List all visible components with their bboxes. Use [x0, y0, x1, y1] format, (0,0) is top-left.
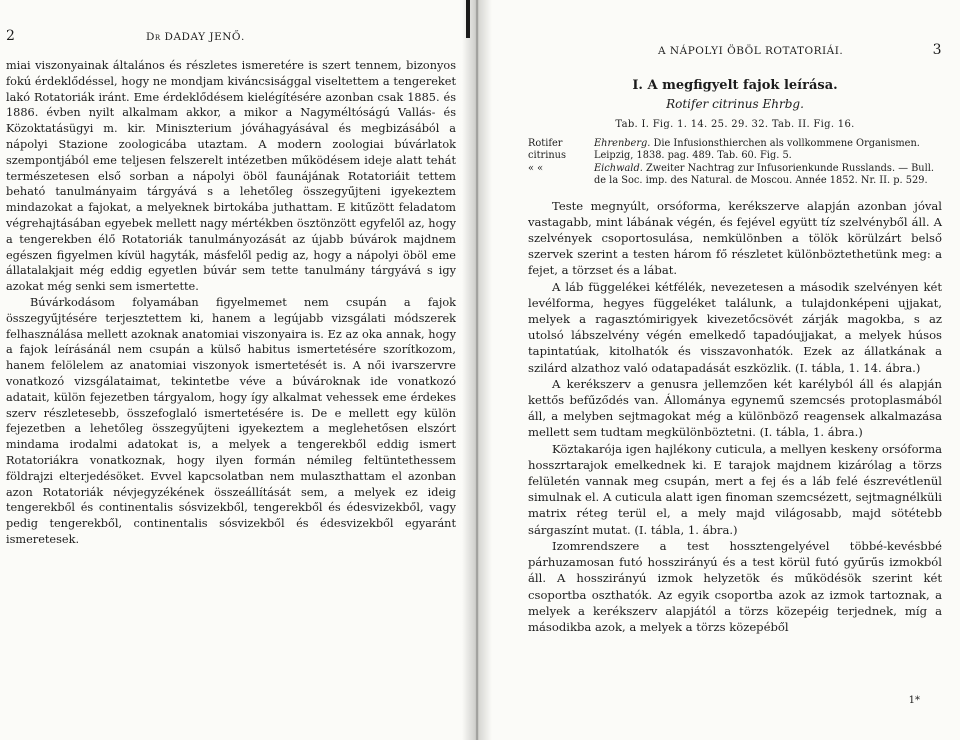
reference-label: « «: [528, 162, 544, 174]
right-paragraph-2: A láb függelékei kétfélék, nevezetesen a második szelvényen két levélforma, hegyes függeléket találunk, a tulajdonképeni ujjakat, melyek a ragasztómirigyek kivezetőcsövét zárják magokba, s az utolsó lábszelvény végén emelkedő tapadóujjakat, a melyek húsos tapintatúak, kitolhatók és visszavonhatók. Ezek az állatkának a szilárd alzathoz való odatapadását eszközlik. (I. tábla, 1. 14. ábra.): [528, 279, 942, 375]
left-paragraph-2: Búvárkodásom folyamában figyelmemet nem csupán a fajok összegyűjtésére terjesztettem ki, hanem a legújabb vizsgálati módszerek felhasználása mellett azoknak anatomiai viszonyaira is. Ez az oka annak, hogy a fajok leírásánál nem csupán a külső habitus ismertetésére szorítkozom, hanem felölelem az anatomiai viszonyok ismertetését is. A női ivarszervre vonatkozó vizsgálataimat, tekintetbe véve a búvároknak ide vonatkozó adatait, külön fejezetben tárgyalom, hogy így alkalmat vehessek eme érdekes szerv részletesebb, összefoglaló ismertetésére is. De e mellett egy külön fejezetben a lehetőleg összegyűjteni igyekeztem a meglehetősen elszórt mindama irodalmi adatokat is, a melyek a tengerekből eddig ismert Rotatoriákra vonatkoznak, hogy ilyen formán némileg feltüntethessem földrajzi elterjedésöket. Evvel kapcsolatban nem mulaszthattam el azonban azon Rotatoriák névjegyzékének összeállítását sem, a melyek ez ideig tengerekből és continentalis sósvizekből, tengerekből és édesvizekből, vagy pedig tengerekből, continentalis sósvizekből és édesvizekből egyaránt ismeretesek.: [6, 295, 456, 546]
gutter-mark: [466, 0, 470, 38]
right-paragraph-3: A kerékszerv a genusra jellemzően két karélyból áll és alapján kettős befűződés van. Állománya egynemű szemcsés protoplasmából áll, a melyben sejtmagokat még a különböző reagensek alkalmazása mellett sem tudtam megkülönböztetni. (I. tábla, 1. ábra.): [528, 376, 942, 440]
reference-text: [594, 138, 942, 163]
signature-mark: 1*: [908, 695, 920, 706]
right-running-head: A NÁPOLYI ÖBÖL ROTATORIÁI.: [658, 45, 844, 57]
right-body-text: [528, 198, 942, 635]
right-page: [490, 0, 960, 740]
left-running-head: Dr DADAY JENŐ.: [146, 31, 245, 43]
left-body-text: [6, 58, 456, 548]
reference-body: Zweiter Nachtrag zur Infusorienkunde Russlands. — Bull. de la Soc. imp. des Natural. de Moscou. Année 1852. Nr. II. p. 529.: [594, 162, 934, 187]
left-page: [0, 0, 470, 740]
literature-references: [528, 138, 942, 188]
reference-item: [528, 163, 942, 188]
species-name: Rotifer citrinus Ehrbg.: [666, 97, 804, 111]
reference-author: Ehrenberg.: [594, 138, 651, 149]
right-paragraph-1: Teste megnyúlt, orsóforma, kerékszerve alapján azonban jóval vastagabb, mint lábának végén, és fejével együtt tíz szelvényből áll. A szelvények csoportosulása, nemkülönben a tölök körülzárt belső szervek szerint a testen három fő részletet különböztethetünk meg: a fejet, a törzset és a lábat.: [528, 198, 942, 278]
left-page-header: [6, 28, 456, 44]
reference-author: Eichwald.: [594, 162, 643, 174]
right-page-header: [528, 42, 942, 58]
reference-text: [594, 163, 942, 188]
right-paragraph-4: Köztakarója igen hajlékony cuticula, a mellyen keskeny orsóforma hosszrtarajok emelkednek ki. E tarajok majdnem kizárólag a törzs felületén vannak meg csupán, mert a fej és a láb felé észrevétlenül simulnak el. A cuticula alatt igen finoman szemcsézett, sejtmagnélküli matrix réteg terül el, a mely majd világosabb, majd sötétebb sárgaszínt mutat. (I. tábla, 1. ábra.): [528, 441, 942, 537]
left-page-number: 2: [6, 28, 16, 44]
book-gutter: [462, 0, 492, 740]
reference-item: [528, 138, 942, 163]
left-paragraph-1: miai viszonyainak általános és részletes ismeretére is szert tennem, bizonyos fokú érdeklődéssel, hogy ne mondjam kiváncsisággal viseltettem a tengereket lakó Rotatoriák iránt. Eme érdeklődésem kielégítésére azonban csak 1885. és 1886. évben nyilt alkalmam akkor, a mikor a Nagyméltóságú Vallás- és Közoktatásügyi m. kir. Miniszterium jóváhagyásával és megbizásából a nápolyi Stazione zoologicába utaztam. A modern zoologiai búvárlatok szempontjából eme teljesen felszerelt intézetben működésem ideje alatt tehát természetesen első sorban a nápolyi öböl faunájának Rotatoriáit tettem beható tanulmányaim tárgyává s a lehetőleg összegyűjteni igyekeztem mindazokat a fajokat, a melyeknek birtokába juthattam. E kitűzött feladatom végrehajtásában egyebek mellett nagy mértékben ösztönzött egyfelől az, hogy a tengerekben élő Rotatoriák tanulmányozását az újabb búvárok majdnem egészen figyelmen kívül hagyták, másfelől pedig az, hogy a nápolyi öböl eme állatalakjait még eddig egyetlen búvár sem tette tanulmány tárgyává s igy azokat még senki sem ismertette.: [6, 59, 456, 294]
reference-label: Rotifer citrinus: [528, 138, 567, 162]
right-paragraph-5: Izomrendszere a test hossztengelyével többé-kevésbbé párhuzamosan futó hosszirányú és a test körül futó gyűrűs izmokból áll. A hosszirányú izmok helyzetök és működésök szerint két csoportba oszthatók. Az egyik csoportba azok az izmok tartoznak, a melyek a kerékszerv alapjától a törzs közepéig terjednek, míg a másodikba azok, a melyek a törzs közepéből: [528, 538, 942, 634]
right-page-number: 3: [932, 42, 942, 58]
plate-reference: Tab. I. Fig. 1. 14. 25. 29. 32. Tab. II. Fig. 16.: [615, 119, 855, 130]
section-title: I. A megfigyelt fajok leírása.: [632, 78, 838, 93]
reference-body: Die Infusionsthierchen als vollkommene Organismen. Leipzig, 1838. pag. 489. Tab. 60. Fig. 5.: [594, 138, 920, 162]
